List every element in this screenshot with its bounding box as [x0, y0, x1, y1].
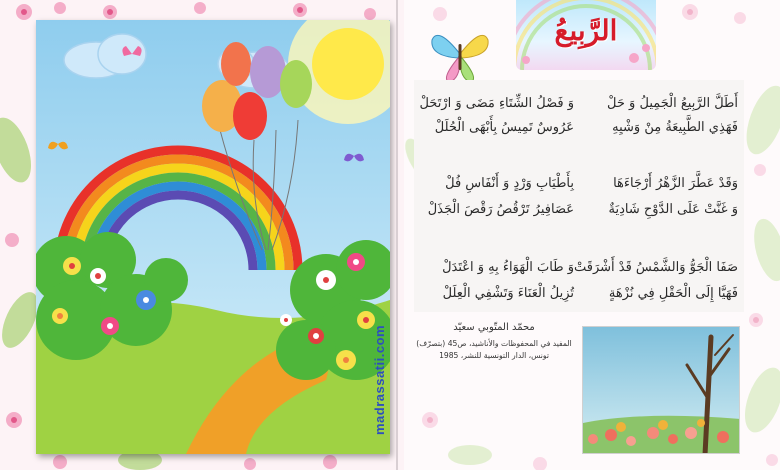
watermark: madrassatii.com — [372, 324, 387, 436]
verse-line: فَهَذِي الطَّبِيعَةُ مِنْ وَشْيِهِ — [612, 120, 738, 135]
verse-line: وَقَدْ عَطَّرَ الزَّهْرُ أَرْجَاءَهَا — [613, 176, 738, 191]
verse-line: وَ غَنَّتْ عَلَى الدَّوْحِ شَادِيَةٌ — [608, 202, 738, 217]
title-banner — [516, 0, 656, 70]
source-line: المفيد في المحفوظات والأناشيد، ص45 (بتصرّف) — [416, 339, 572, 348]
poem-text — [414, 80, 744, 312]
author-name: محمّد المتّوبي سعيّد — [453, 322, 535, 333]
verse-line: أَطَلَّ الرَّبِيعُ الْجَمِيلُ وَ حَلْ — [607, 96, 738, 111]
verse-line: وَ طَابَ الْهَوَاءُ بِهِ وَ اعْتَدَلْ — [442, 260, 574, 275]
verse-line: فَهَيَّا إِلَى الْحَقْلِ فِي نُزْهَةٍ — [608, 286, 738, 301]
butterfly-icon — [428, 24, 492, 84]
verse-line: عَصَافِيرُ تَرْقُصُ رَقْصَ الْجَذَلْ — [427, 202, 574, 217]
verse-line: وَ فَصْلُ الشِّتَاءِ مَضَى وَ ارْتَحَلْ — [419, 96, 574, 111]
verse-line: عَرُوسٌ تَمِيسُ بِأَبْهَى الْحُلَلْ — [434, 120, 574, 135]
page-title: الرَّبِيعُ — [554, 14, 618, 47]
verse-line: تُزِيلُ الْعَنَاءَ وَتَشْفِي الْعِلَلْ — [442, 286, 574, 301]
verse-line: صَفَا الْجَوُّ وَالشَّمْسُ قَدْ أَشْرَقَتْ — [573, 260, 738, 275]
attribution — [416, 322, 572, 362]
verse-line: بِأَطْيَابِ وَرْدٍ وَ أَنْفَاسِ فُلْ — [445, 176, 574, 191]
spring-illustration — [36, 20, 390, 454]
spring-scene-image — [582, 326, 740, 454]
page-divider — [396, 0, 398, 470]
source-line: تونس، الدار التونسية للنشر، 1985 — [439, 351, 549, 360]
